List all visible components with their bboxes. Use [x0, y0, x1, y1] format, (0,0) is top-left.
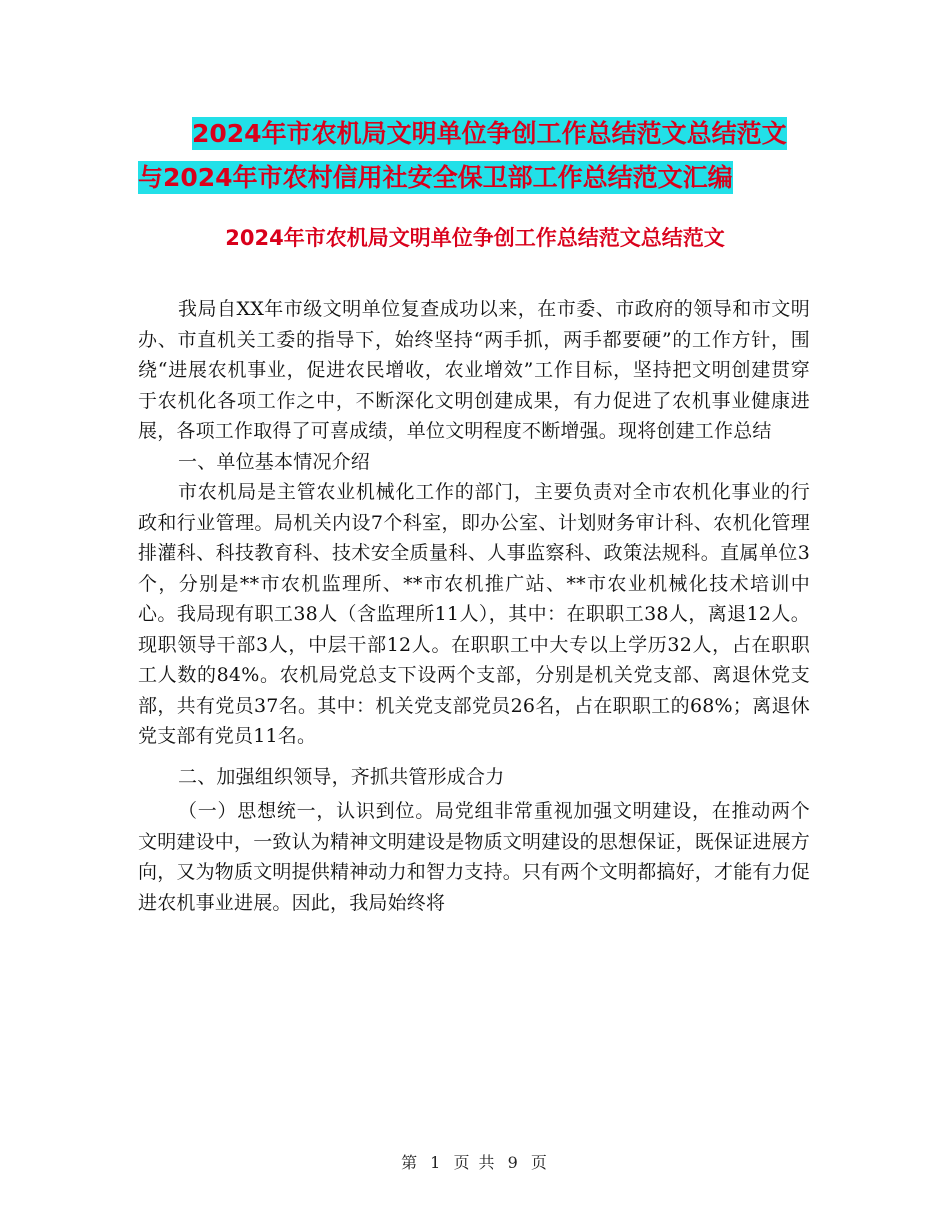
paragraph-ideology: （一）思想统一，认识到位。局党组非常重视加强文明建设，在推动两个文明建设中，一致认为精神文明建设是物质文明建设的思想保证，既保证进展方向，又为物质文明提供精神动力和智力支持。只有两个文明都搞好，才能有力促进农机事业进展。因此，我局始终将 — [138, 800, 811, 914]
heading-organization: 二、加强组织领导，齐抓共管形成合力 — [178, 765, 505, 788]
paragraph-intro: 我局自XX年市级文明单位复查成功以来，在市委、市政府的领导和市文明办、市直机关工委的指导下，始终坚持“两手抓，两手都要硬”的工作方针，围绕“进展农机事业，促进农民增收，农业增效”工作目标，坚持把文明创建贯穿于农机化各项工作之中，不断深化文明创建成果，有力促进了农机事业健康进展，各项工作取得了可喜成绩，单位文明程度不断增强。现将创建工作总结 — [138, 298, 810, 442]
footer-middle: 页 共 — [453, 1153, 497, 1172]
footer-current-page: 1 — [430, 1153, 443, 1172]
footer-suffix: 页 — [530, 1153, 549, 1172]
page-footer — [0, 1150, 950, 1173]
section-title: 2024年市农机局文明单位争创工作总结范文总结范文 — [225, 226, 725, 250]
document-body — [138, 294, 810, 918]
paragraph-basic-info: 市农机局是主管农业机械化工作的部门，主要负责对全市农机化事业的行政和行业管理。局机关内设7个科室，即办公室、计划财务审计科、农机化管理排灌科、科技教育科、技术安全质量科、人事监察科、政策法规科。直属单位3个，分别是**市农机监理所、**市农机推广站、**市农业机械化技术培训中心。我局现有职工38人（含监理所11人），其中：在职职工38人，离退12人。现职领导干部3人，中层干部12人。在职职工中大专以上学历32人，占在职职工人数的84%。农机局党总支下设两个支部，分别是机关党支部、离退休党支部，共有党员37名。其中：机关党支部党员26名，占在职职工的68%；离退休党支部有党员11名。 — [138, 481, 810, 747]
main-title-line-2-text: 与2024年市农村信用社安全保卫部工作总结范文汇编 — [138, 163, 733, 192]
footer-prefix: 第 — [401, 1153, 420, 1172]
document-main-title — [138, 112, 838, 200]
footer-total-pages: 9 — [507, 1153, 520, 1172]
main-title-line-1-text: 2024年市农机局文明单位争创工作总结范文总结范文 — [192, 119, 787, 148]
main-title-line-2 — [138, 156, 838, 200]
main-title-line-1 — [138, 112, 838, 156]
heading-basic-info: 一、单位基本情况介绍 — [178, 450, 371, 473]
